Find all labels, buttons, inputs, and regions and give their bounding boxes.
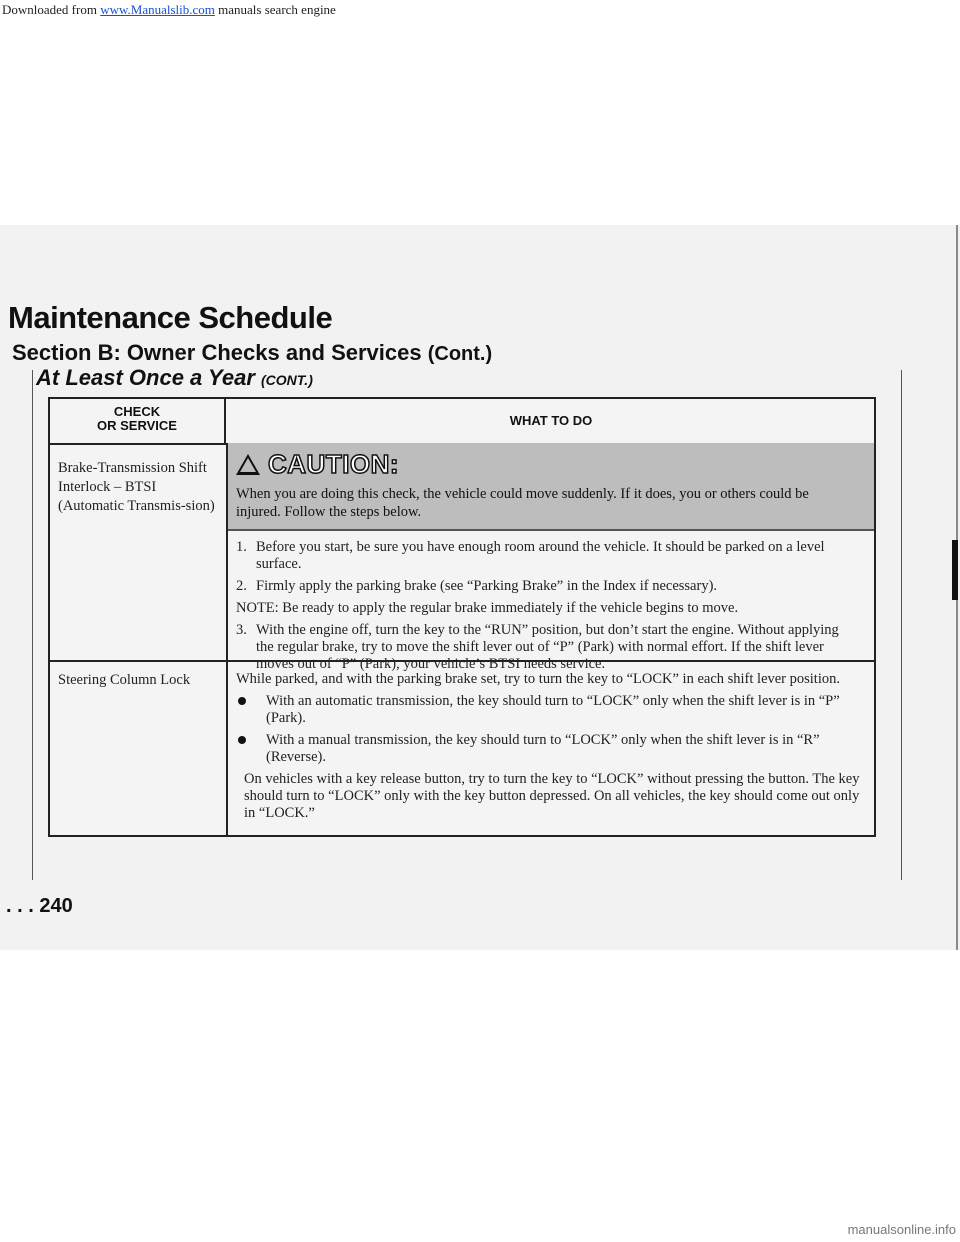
steering-lock-instructions (236, 671, 860, 827)
header-check-line2: OR SERVICE (97, 418, 177, 433)
btsi-steps (236, 539, 856, 678)
section-title (12, 340, 492, 366)
lock-intro: While parked, and with the parking brake set, try to turn the key to “LOCK” in each shift lever position. (236, 671, 840, 687)
step-number: 1. (236, 539, 247, 555)
step-number: 3. (236, 622, 247, 638)
list-item (236, 539, 856, 573)
bullet-text: With a manual transmission, the key should turn to “LOCK” only when the shift lever is in “R” (Reverse). (266, 732, 820, 765)
lock-closing: On vehicles with a key release button, try to turn the key to “LOCK” without pressing the button. The key should turn to “LOCK” only with the key button depressed. On all vehicles, the key should come out only in “LOCK.” (244, 771, 860, 821)
right-margin-rule (901, 370, 902, 880)
list-item (236, 622, 856, 673)
note-text: NOTE: Be ready to apply the regular brake immediately if the vehicle begins to move. (236, 600, 739, 616)
caution-heading (236, 449, 399, 480)
bullet-icon (238, 697, 246, 705)
step-text: With the engine off, turn the key to the “RUN” position, but don’t start the engine. Without applying the regular brake, try to move the shift lever out of “P” (Park) with normal effort. If the shift lever moves out of “P” (Park), your vehicle’s BTSI needs service. (256, 622, 839, 672)
subsection-title-text: At Least Once a Year (36, 365, 255, 390)
list-item (236, 693, 860, 727)
table-header (50, 399, 874, 445)
download-banner (0, 0, 960, 20)
header-check-line1: CHECK (113, 404, 161, 419)
page-title: Maintenance Schedule (8, 300, 333, 335)
page-number: . . . 240 (6, 895, 73, 917)
header-check-or-service (50, 399, 226, 443)
caution-text: When you are doing this check, the vehicle could move suddenly. If it does, you or others could be injured. Follow the steps below. (236, 486, 809, 520)
check-steering-column-lock: Steering Column Lock (58, 672, 191, 688)
subsection-title (36, 365, 313, 391)
page-edge-mark (952, 540, 958, 600)
check-btsi: Brake-Transmission Shift Interlock – BTSI (Automatic Transmis-sion) (58, 460, 215, 514)
download-prefix: Downloaded from (2, 2, 97, 17)
header-what-to-do: WHAT TO DO (509, 413, 593, 428)
download-suffix: manuals search engine (218, 2, 336, 17)
list-item (236, 732, 860, 766)
left-margin-rule (32, 370, 33, 880)
bullet-icon (238, 736, 246, 744)
footer-watermark: manualsonline.info (847, 1222, 956, 1237)
step-text: Firmly apply the parking brake (see “Parking Brake” in the Index if necessary). (256, 578, 718, 594)
subsection-cont-label: (CONT.) (261, 372, 313, 388)
caution-label: CAUTION: (268, 449, 400, 479)
section-cont-label: (Cont.) (427, 343, 493, 365)
section-title-text: Section B: Owner Checks and Services (12, 340, 422, 365)
caution-box (228, 443, 874, 531)
list-item (236, 578, 856, 595)
bullet-text: With an automatic transmission, the key should turn to “LOCK” only when the shift lever is in “P” (Park). (266, 693, 840, 726)
warning-triangle-icon (236, 454, 260, 475)
download-banner-text (2, 2, 336, 18)
maintenance-table (48, 397, 876, 837)
manualslib-link[interactable]: www.Manualslib.com (100, 2, 215, 17)
step-text: Before you start, be sure you have enough room around the vehicle. It should be parked on a level surface. (256, 539, 825, 572)
step-number: 2. (236, 578, 247, 594)
